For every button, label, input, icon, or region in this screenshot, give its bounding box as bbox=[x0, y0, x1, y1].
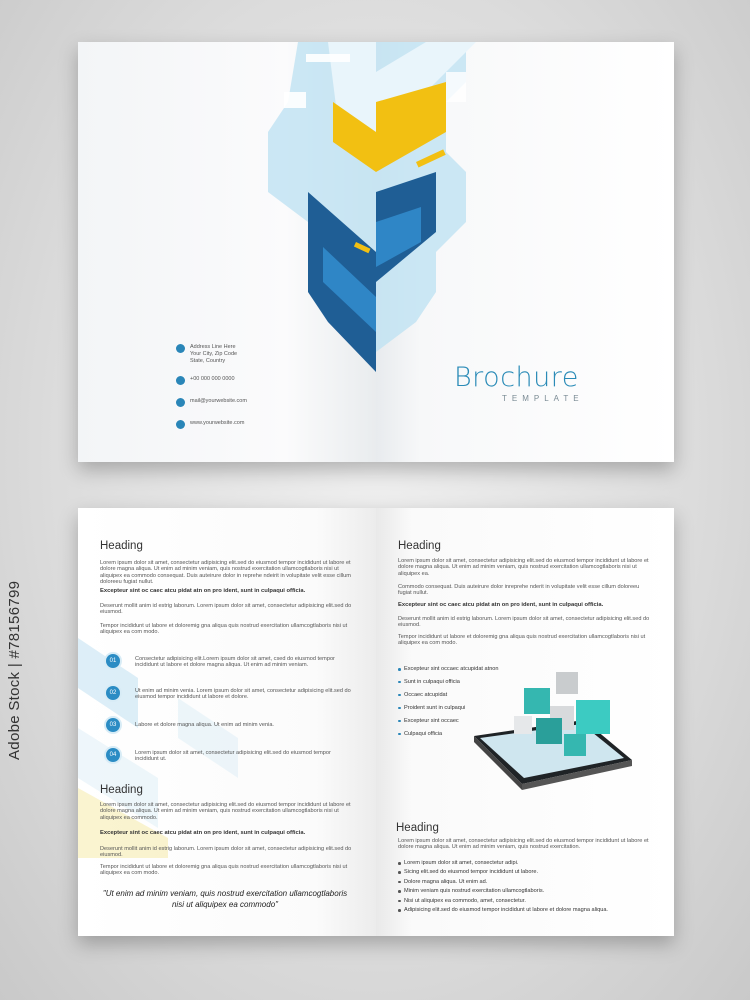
smartphone-cubes-illustration bbox=[464, 658, 634, 798]
brochure-title: Brochure bbox=[454, 362, 579, 393]
list-item: Excepteur sint occaec bbox=[398, 717, 499, 726]
home-icon bbox=[176, 344, 185, 353]
stock-watermark-id: Adobe Stock | #78156799 bbox=[6, 580, 23, 760]
list-item: Nisi ut aliquipex ea commodo, amet, consectetur. bbox=[398, 897, 608, 906]
list-item: Occaec atcupidat bbox=[398, 691, 499, 700]
step-text: Lorem ipsum dolor sit amet, consectetur adipisicing elit.sed do eiusmod tempor incididunt ut. bbox=[135, 750, 331, 763]
section-heading: Heading bbox=[100, 540, 143, 552]
bullet-list bbox=[398, 859, 608, 915]
step-number-badge: 02 bbox=[106, 686, 120, 700]
address-block bbox=[190, 344, 340, 365]
globe-icon bbox=[176, 420, 185, 429]
list-item: Minim veniam quis nostrud exercitation ullamcogtlaboris. bbox=[398, 887, 608, 896]
web-text: www.yourwebsite.com bbox=[190, 420, 245, 426]
bold-paragraph: Excepteur sint oc caec atcu pidat atn on pro ident, sunt in culpaqui officia. bbox=[398, 602, 604, 608]
inner-left-page bbox=[78, 508, 376, 936]
paragraph: Tempor incididunt ut labore et doloremig gna aliqua quis nostrud exercitation ullamcogtlaboris nisi ut aliquipex ea com modo. bbox=[398, 634, 646, 647]
address-line: Your City, Zip Code bbox=[190, 351, 238, 357]
paragraph: Deserunt mollit anim id estrig laborum. Lorem ipsum dolor sit amet, consectetur adipisicing elit.sed do eiusmod. bbox=[100, 846, 352, 859]
list-item: Lorem ipsum dolor sit amet, consectetur adipi. bbox=[398, 859, 608, 868]
web-block bbox=[190, 420, 340, 427]
section-heading: Heading bbox=[100, 784, 143, 796]
address-line: State, Country bbox=[190, 358, 226, 364]
list-item: Proident sunt in culpaqui bbox=[398, 704, 499, 713]
list-item: Excepteur sint occaec atcupidat atnon bbox=[398, 665, 499, 674]
step-number-badge: 03 bbox=[106, 718, 120, 732]
email-block bbox=[190, 398, 340, 405]
brochure-cover-spread bbox=[78, 42, 674, 462]
paragraph: Lorem ipsum dolor sit amet, consectetur adipisicing elit.sed do eiusmod tempor incididunt ut labore et dolore magna aliqua. Ut enim ad minim veniam, quis nostrud exercitation ullamcogtlaboris nisi ut aliquipex ea. bbox=[398, 558, 649, 577]
paragraph: Deserunt mollit anim id estrig laborum. Lorem ipsum dolor sit amet, consectetur adipisicing elit.sed do eiusmod. bbox=[100, 603, 352, 616]
faded-arrow-background bbox=[78, 638, 278, 858]
brochure-subtitle: TEMPLATE bbox=[502, 394, 584, 403]
at-icon bbox=[176, 398, 185, 407]
paragraph: Lorem ipsum dolor sit amet, consectetur adipisicing elit.sed do eiusmod tempor incididunt ut labore et dolore magna aliqua. Ut enim ad minim veniam, quis nostrud exercitation. bbox=[398, 838, 649, 851]
list-item: Culpaqui officia bbox=[398, 730, 499, 739]
phone-text: +00 000 000 0000 bbox=[190, 376, 235, 382]
bold-paragraph: Excepteur sint oc caec atcu pidat atn on pro ident, sunt in culpaqui officia. bbox=[100, 588, 306, 594]
paragraph: Lorem ipsum dolor sit amet, consectetur adipisicing elit.sed do eiusmod tempor incididunt ut labore et dolore magna aliqua. Ut enim ad minim veniam, quis nostrud exercitation ullamcogtlaboris nisi ut aliquipex ea commodo consequat. Duis auteirure dolor in reprehe ndeirit in volupitate velit esse cillum doloreeu fugiat nullut. bbox=[100, 560, 351, 586]
list-item: Adipisicing elit.sed do eiusmod tempor incididunt ut labore et dolore magna aliqua. bbox=[398, 906, 608, 915]
paragraph: Deserunt mollit anim id estrig laborum. Lorem ipsum dolor sit amet, consectetur adipisicing elit.sed do eiusmod. bbox=[398, 616, 650, 629]
brochure-inner-spread bbox=[78, 508, 674, 936]
email-text: mail@yourwebsite.com bbox=[190, 398, 247, 404]
paragraph: Tempor incididunt ut labore et doloremig gna aliqua quis nostrud exercitation ullamcogtlaboris nisi ut aliquipex ea com modo. bbox=[100, 864, 348, 877]
abstract-arrow-graphic-right bbox=[376, 42, 496, 462]
phone-icon bbox=[176, 376, 185, 385]
pull-quote: "Ut enim ad minim veniam, quis nostrud exercitation ullamcogtlaboris nisi ut aliquipex ea commodo" bbox=[102, 889, 348, 909]
paragraph: Tempor incididunt ut labore et doloremig gna aliqua quis nostrud exercitation ullamcogtlaboris nisi ut aliquipex ea com modo. bbox=[100, 623, 348, 636]
step-text: Ut enim ad minim venia. Lorem ipsum dolor sit amet, consectetur adipisicing elit.sed do eiusmod tempor incididunt ut labore et dolore. bbox=[135, 688, 351, 701]
inner-right-page bbox=[376, 508, 674, 936]
step-text: Labore et dolore magna aliqua. Ut enim ad minim venia. bbox=[135, 722, 274, 728]
front-cover bbox=[376, 42, 674, 462]
back-cover bbox=[78, 42, 376, 462]
address-line: Address Line Here bbox=[190, 344, 236, 350]
paragraph: Lorem ipsum dolor sit amet, consectetur adipisicing elit.sed do eiusmod tempor incididunt ut labore et dolore magna aliqua. Ut enim ad minim veniam, quis nostrud exercitation ullamcogtlaboris nisi ut aliquipex ea commodo. bbox=[100, 802, 351, 821]
bold-paragraph: Excepteur sint oc caec atcu pidat atn on pro ident, sunt in culpaqui officia. bbox=[100, 830, 306, 836]
list-item: Sicing elit.sed do eiusmod tempor incididunt ut labore. bbox=[398, 868, 608, 877]
section-heading: Heading bbox=[396, 822, 439, 834]
phone-block bbox=[190, 376, 340, 383]
list-item: Dolore magna aliqua. Ut enim ad. bbox=[398, 878, 608, 887]
step-text: Consectetur adipisicing elit.Lorem ipsum dolor sit amet, csed do eiusmod tempor incididunt ut labore et dolore magna aliqua. Ut enim ad minim veniam. bbox=[135, 656, 335, 669]
section-heading: Heading bbox=[398, 540, 441, 552]
paragraph: Commodo consequat. Duis auteirure dolor inreprehe nderit in volupitate velit esse cillum doloreeu fugiat nullut. bbox=[398, 584, 640, 597]
step-number-badge: 04 bbox=[106, 748, 120, 762]
list-item: Sunt in culpaqui officia bbox=[398, 678, 499, 687]
step-number-badge: 01 bbox=[106, 654, 120, 668]
